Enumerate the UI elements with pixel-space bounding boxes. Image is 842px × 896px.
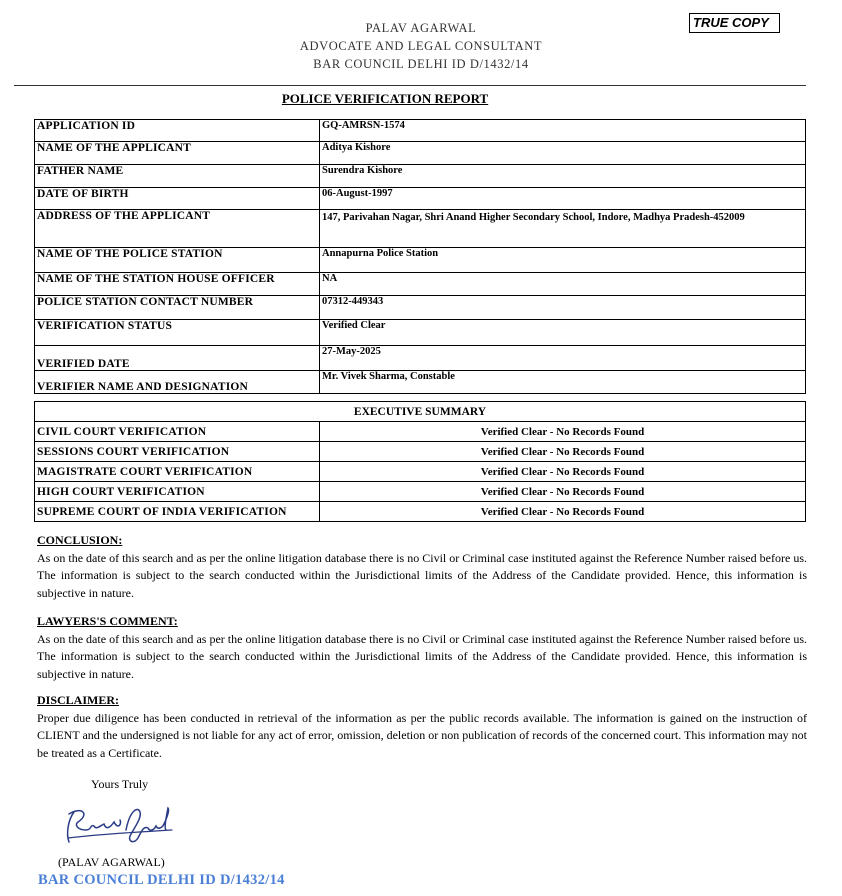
header-divider bbox=[14, 85, 806, 86]
row-value: Verified Clear bbox=[320, 320, 806, 346]
row-label: APPLICATION ID bbox=[35, 120, 320, 142]
lawyers-comment-heading: LAWYERS'S COMMENT: bbox=[37, 614, 178, 628]
table-row bbox=[35, 142, 806, 165]
table-row bbox=[35, 165, 806, 188]
row-value: 147, Parivahan Nagar, Shri Anand Higher Secondary School, Indore, Madhya Pradesh-452009 bbox=[320, 210, 806, 248]
row-label: VERIFIER NAME AND DESIGNATION bbox=[35, 371, 320, 394]
row-label: MAGISTRATE COURT VERIFICATION bbox=[35, 462, 320, 482]
row-value: 06-August-1997 bbox=[320, 188, 806, 210]
report-title: POLICE VERIFICATION REPORT bbox=[281, 91, 489, 106]
row-label: NAME OF THE POLICE STATION bbox=[35, 248, 320, 273]
executive-summary-title: EXECUTIVE SUMMARY bbox=[35, 402, 806, 422]
row-value: NA bbox=[320, 273, 806, 296]
row-value: Verified Clear - No Records Found bbox=[320, 482, 806, 502]
table-row bbox=[35, 273, 806, 296]
row-value: 07312-449343 bbox=[320, 296, 806, 320]
closing-salutation: Yours Truly bbox=[91, 777, 149, 791]
table-row bbox=[35, 462, 806, 482]
table-row bbox=[35, 422, 806, 442]
row-label: SESSIONS COURT VERIFICATION bbox=[35, 442, 320, 462]
true-copy-stamp: TRUE COPY bbox=[689, 13, 780, 33]
table-row bbox=[35, 346, 806, 371]
row-value: Aditya Kishore bbox=[320, 142, 806, 165]
row-value: Mr. Vivek Sharma, Constable bbox=[320, 371, 806, 394]
disclaimer-heading: DISCLAIMER: bbox=[37, 693, 120, 707]
disclaimer-text: Proper due diligence has been conducted in retrieval of the information as per the public records available. The information is gained on the instruction of CLIENT and the undersigned is not liable for any act of error, omission, deletion or non publication of records of the concerned court. This information may not be treated as a Certificate. bbox=[37, 710, 807, 760]
lawyers-comment-section bbox=[37, 613, 807, 683]
signatory-name: (PALAV AGARWAL) bbox=[58, 855, 165, 869]
row-label: DATE OF BIRTH bbox=[35, 188, 320, 210]
row-value: GQ-AMRSN-1574 bbox=[320, 120, 806, 142]
conclusion-section bbox=[37, 532, 807, 602]
advocate-designation: ADVOCATE AND LEGAL CONSULTANT bbox=[299, 39, 543, 53]
table-row bbox=[35, 442, 806, 462]
executive-summary-table bbox=[34, 401, 806, 522]
table-row bbox=[35, 320, 806, 346]
table-header-row bbox=[35, 402, 806, 422]
disclaimer-section bbox=[37, 692, 807, 762]
advocate-name: PALAV AGARWAL bbox=[365, 21, 477, 35]
row-label: VERIFIED DATE bbox=[35, 346, 320, 371]
bar-council-id: BAR COUNCIL DELHI ID D/1432/14 bbox=[313, 57, 529, 71]
row-value: Verified Clear - No Records Found bbox=[320, 422, 806, 442]
row-label: VERIFICATION STATUS bbox=[35, 320, 320, 346]
table-row bbox=[35, 482, 806, 502]
row-label: NAME OF THE APPLICANT bbox=[35, 142, 320, 165]
row-label: SUPREME COURT OF INDIA VERIFICATION bbox=[35, 502, 320, 522]
table-row bbox=[35, 188, 806, 210]
table-row bbox=[35, 210, 806, 248]
row-label: CIVIL COURT VERIFICATION bbox=[35, 422, 320, 442]
conclusion-text: As on the date of this search and as per the online litigation database there is no Civil or Criminal case instituted against the Reference Number raised before us. The information is subject to the search conducted within the Jurisdictional limits of the Address of the Candidate provided. Hence, this information is subjective in nature. bbox=[37, 550, 807, 600]
row-value: Surendra Kishore bbox=[320, 165, 806, 188]
handwritten-signature bbox=[60, 800, 180, 852]
conclusion-heading: CONCLUSION: bbox=[37, 533, 123, 547]
applicant-details-table bbox=[34, 119, 806, 394]
row-label: POLICE STATION CONTACT NUMBER bbox=[35, 296, 320, 320]
row-value: Verified Clear - No Records Found bbox=[320, 442, 806, 462]
signatory-bar-id: BAR COUNCIL DELHI ID D/1432/14 bbox=[38, 872, 285, 888]
table-row bbox=[35, 371, 806, 394]
row-value: Annapurna Police Station bbox=[320, 248, 806, 273]
lawyers-comment-text: As on the date of this search and as per the online litigation database there is no Civil or Criminal case instituted against the Reference Number raised before us. The information is subject to the search conducted within the Jurisdictional limits of the Address of the Candidate provided. Hence, this information is subjective in nature. bbox=[37, 631, 807, 681]
row-label: FATHER NAME bbox=[35, 165, 320, 188]
row-label: HIGH COURT VERIFICATION bbox=[35, 482, 320, 502]
row-value: Verified Clear - No Records Found bbox=[320, 502, 806, 522]
row-value: 27-May-2025 bbox=[320, 346, 806, 371]
table-row bbox=[35, 120, 806, 142]
table-row bbox=[35, 296, 806, 320]
table-row bbox=[35, 502, 806, 522]
table-row bbox=[35, 248, 806, 273]
row-value: Verified Clear - No Records Found bbox=[320, 462, 806, 482]
row-label: NAME OF THE STATION HOUSE OFFICER bbox=[35, 273, 320, 296]
row-label: ADDRESS OF THE APPLICANT bbox=[35, 210, 320, 248]
